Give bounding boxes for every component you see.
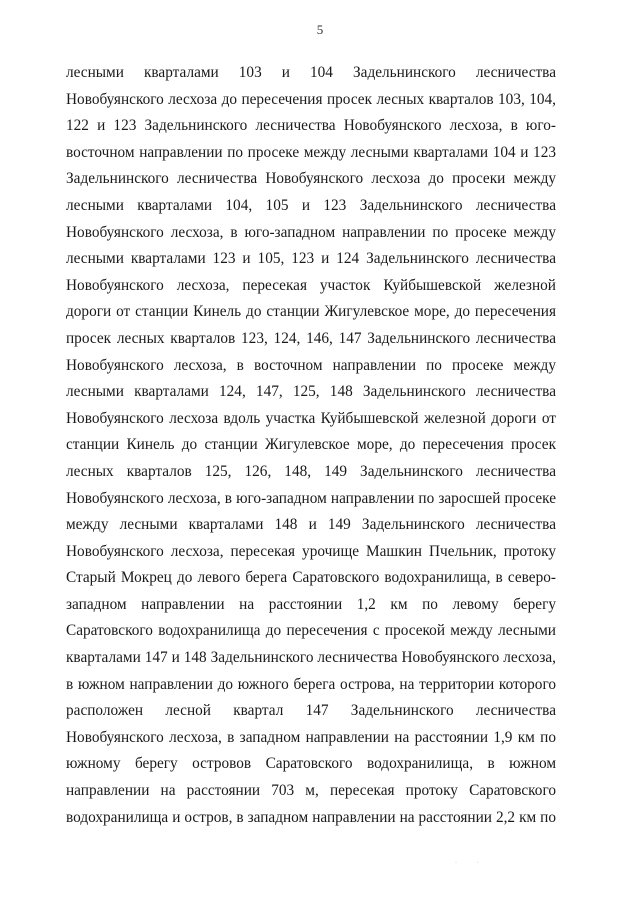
text-line: дороги от станции Кинель до станции Жигулевское море, до пересечения <box>66 303 556 321</box>
text-line: Новобуянского лесхоза вдоль участка Куйбышевской железной дороги от <box>66 409 556 427</box>
text-line: 122 и 123 Задельнинского лесничества Новобуянского лесхоза, в юго- <box>66 117 556 135</box>
text-line: Новобуянского лесхоза, пересекая участок Куйбышевской железной <box>66 276 556 294</box>
page-number: 5 <box>316 22 324 37</box>
text-line: Новобуянского лесхоза, в восточном направлении по просеке между <box>66 356 556 374</box>
text-line: западном направлении на расстоянии 1,2 км по левому берегу <box>66 595 556 613</box>
text-line: Новобуянского лесхоза, в западном направлении на расстоянии 1,9 км по <box>66 728 556 746</box>
text-line: южному берегу островов Саратовского водохранилища, в южном <box>66 755 556 773</box>
text-line: лесными кварталами 104, 105 и 123 Задельнинского лесничества <box>66 196 556 214</box>
text-line: Новобуянского лесхоза, в юго-западном направлении по просеке между <box>66 223 556 241</box>
text-line: станции Кинель до станции Жигулевское море, до пересечения просек <box>66 436 556 454</box>
scan-specks: · · <box>455 860 488 866</box>
text-line: в южном направлении до южного берега острова, на территории которого <box>66 675 556 693</box>
text-line: кварталами 147 и 148 Задельнинского лесничества Новобуянского лесхоза, <box>66 649 556 667</box>
text-line: Новобуянского лесхоза, пересекая урочище Машкин Пчельник, протоку <box>66 542 556 560</box>
text-line: Задельнинского лесничества Новобуянского лесхоза до просеки между <box>66 170 556 188</box>
text-line: лесными кварталами 123 и 105, 123 и 124 Задельнинского лесничества <box>66 250 556 268</box>
text-line: Саратовского водохранилища до пересечения с просекой между лесными <box>66 622 556 640</box>
text-line: направлении на расстоянии 703 м, пересекая протоку Саратовского <box>66 782 556 800</box>
text-line: между лесными кварталами 148 и 149 Задельнинского лесничества <box>66 516 556 534</box>
text-line: лесных кварталов 125, 126, 148, 149 Задельнинского лесничества <box>66 462 556 480</box>
text-line: лесными кварталами 124, 147, 125, 148 Задельнинского лесничества <box>66 383 556 401</box>
text-line: лесными кварталами 103 и 104 Задельнинского лесничества <box>66 64 556 81</box>
text-line: Новобуянского лесхоза, в юго-западном направлении по заросшей просеке <box>66 489 556 507</box>
text-line: восточном направлении по просеке между лесными кварталами 104 и 123 <box>66 143 556 161</box>
text-line: водохранилища и остров, в западном направлении на расстоянии 2,2 км по <box>66 808 556 826</box>
text-line: Старый Мокрец до левого берега Саратовского водохранилища, в северо- <box>66 569 556 587</box>
text-line: Новобуянского лесхоза до пересечения просек лесных кварталов 103, 104, <box>66 90 556 108</box>
body-text <box>66 60 556 831</box>
text-line: расположен лесной квартал 147 Задельнинского лесничества <box>66 702 556 720</box>
text-line: просек лесных кварталов 123, 124, 146, 147 Задельнинского лесничества <box>66 329 556 347</box>
